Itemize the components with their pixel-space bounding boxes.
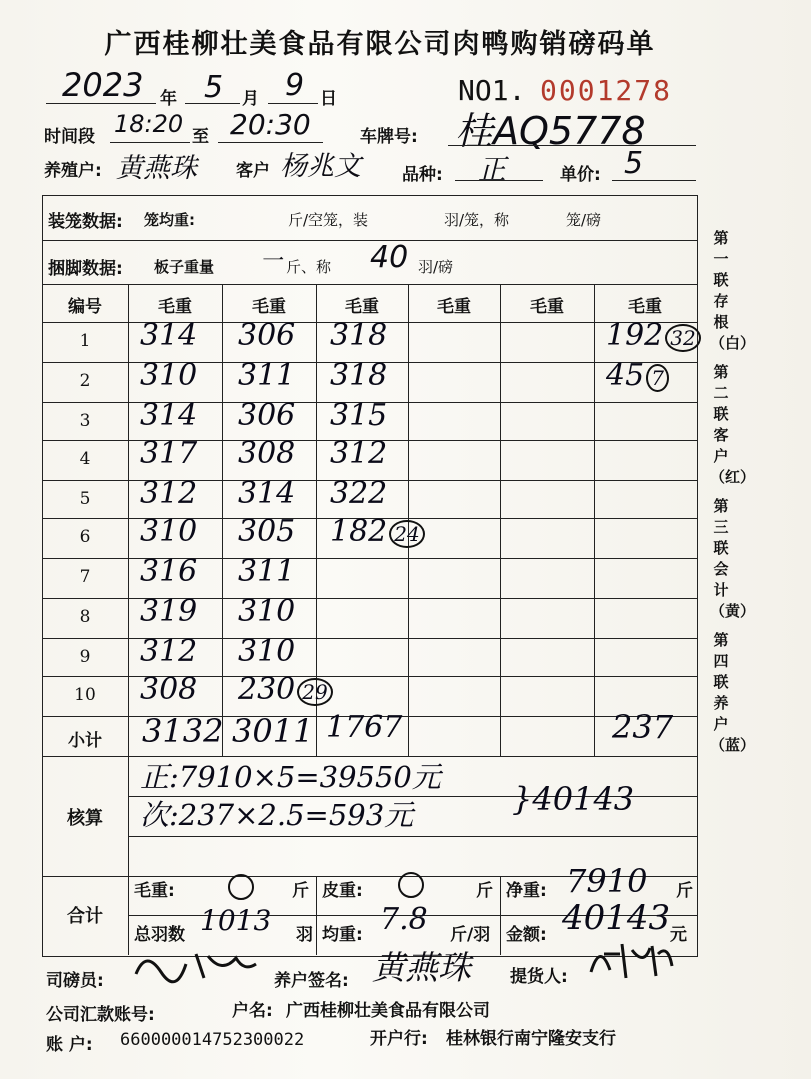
account-name-label: 户名: [232,1001,273,1021]
cell-value: 312 [140,634,198,669]
row-cell-c1 [140,554,197,589]
row-cell-c2 [238,672,333,707]
row-cell-c1 [140,398,197,433]
copy-labels [706,228,756,756]
tie-count-value: 40 [370,240,409,275]
rule [222,284,223,756]
time-to-label: 至 [192,127,209,147]
tie-board-value: 一 [260,249,283,274]
subtotal-col2: 3011 [232,712,314,750]
cell-value: 310 [140,358,198,393]
row-cell-c3 [330,514,425,549]
cell-value: 306 [238,318,296,353]
cell-value: 305 [238,514,296,549]
copy-label-4: 第四联养户（蓝） [710,631,756,754]
time-end: 20:30 [230,108,311,141]
count-label: 总羽数 [134,925,185,945]
tare-label: 皮重: [322,881,363,901]
row-number: 4 [79,449,91,469]
price-line [612,180,696,181]
circled-count: 7 [646,364,669,392]
cell-value: 308 [140,672,198,707]
time-label: 时间段 [44,127,95,147]
customer-value: 杨兆文 [280,151,361,182]
circled-count: 24 [389,520,424,548]
date-day-label: 日 [320,89,337,109]
gross-unit: 斤 [292,881,309,901]
date-day: 9 [285,68,305,103]
subtotal-col6: 237 [612,708,674,746]
row-cell-c6 [606,358,669,393]
copy-label-2: 第二联客户（红） [710,363,756,486]
date-year-line [46,103,156,104]
row-number: 2 [79,371,91,391]
row-cell-c2 [238,358,295,393]
row-cell-c1 [140,436,197,471]
weigher-label: 司磅员: [46,971,104,991]
price-label: 单价: [560,165,601,185]
row-cell-c1 [140,594,197,629]
weigher-signature [126,944,276,984]
cell-value: 312 [140,476,198,511]
row-number: 8 [79,607,91,627]
account-name: 广西桂柳壮美食品有限公司 [286,1001,490,1021]
header-gross-6: 毛重 [628,297,662,317]
cell-value: 311 [238,554,296,589]
date-year: 2023 [62,66,144,104]
cage-text3: 羽/笼，称 [444,211,510,229]
farmer-label: 养殖户: [44,161,102,181]
row-number: 7 [79,567,91,587]
rule [128,284,129,955]
row-cell-c3 [330,398,387,433]
cell-value: 306 [238,398,296,433]
tie-text2: 斤、称 [286,258,332,276]
row-number: 1 [79,331,91,351]
cage-avg-label: 笼均重: [144,211,195,229]
total-label: 合计 [67,906,103,927]
row-cell-c2 [238,634,295,669]
account-label: 公司汇款账号: [46,1005,155,1025]
pickup-label: 提货人: [510,967,568,987]
cell-value: 310 [238,594,296,629]
row-cell-c2 [238,594,295,629]
form-number: 0001278 [540,74,673,107]
date-month-label: 月 [242,89,259,109]
row-cell-c2 [238,476,295,511]
cell-value: 45 [606,358,645,393]
tie-board-label: 板子重量 [154,258,215,276]
cage-data-label: 装笼数据: [48,212,123,232]
rule [128,836,698,837]
tare-unit: 斤 [476,881,493,901]
calc-line-1: 正:7910×5=39550元 [140,760,441,794]
row-cell-c1 [140,672,197,707]
plate-label: 车牌号: [360,127,418,147]
row-cell-c1 [140,318,197,353]
tie-data-label: 捆脚数据: [48,259,123,279]
cell-value: 312 [330,436,388,471]
net-value: 7910 [566,862,648,900]
header-gross-2: 毛重 [252,297,286,317]
cell-value: 315 [330,398,388,433]
time-end-line [218,142,323,143]
cell-value: 314 [238,476,296,511]
header-gross-5: 毛重 [530,297,564,317]
cage-text4: 笼/磅 [566,211,602,229]
row-number: 9 [79,647,91,667]
row-cell-c1 [140,358,197,393]
cell-value: 316 [140,554,198,589]
tare-empty-mark [398,872,424,898]
tie-text3: 羽/磅 [418,258,454,276]
amount-value: 40143 [562,898,671,938]
rule [500,284,501,756]
cell-value: 318 [330,358,388,393]
net-label: 净重: [506,881,547,901]
cell-value: 310 [140,514,198,549]
gross-label: 毛重: [134,881,175,901]
account-no-label: 账 户: [46,1035,93,1055]
row-cell-c2 [238,514,295,549]
rule [594,284,595,756]
count-value: 1013 [200,904,272,937]
pickup-signature [586,936,676,984]
row-number: 10 [74,685,96,705]
row-cell-c2 [238,318,295,353]
copy-label-3: 第三联会计（黄） [710,497,756,620]
row-cell-c1 [140,634,197,669]
farmer-value: 黄燕珠 [116,153,197,184]
cell-value: 314 [140,318,198,353]
form-title: 广西桂柳壮美食品有限公司肉鸭购销磅码单 [104,29,656,60]
row-cell-c1 [140,514,197,549]
row-cell-c6 [606,318,701,353]
date-month-line [185,103,240,104]
time-start: 18:20 [114,110,184,138]
header-gross-3: 毛重 [345,297,379,317]
farmer-sign-label: 养户签名: [274,971,349,991]
cell-value: 317 [140,436,198,471]
avg-label: 均重: [322,925,363,945]
form-number-prefix: NO1. [458,74,526,107]
net-unit: 斤 [676,881,693,901]
cell-value: 308 [238,436,296,471]
variety-value: 正 [478,153,507,186]
row-number: 6 [79,527,91,547]
subtotal-col1: 3132 [142,712,224,750]
price-value: 5 [624,146,644,181]
plate-line [448,145,696,146]
cell-value: 319 [140,594,198,629]
farmer-signature: 黄燕珠 [372,948,471,987]
row-cell-c2 [238,436,295,471]
row-cell-c3 [330,318,387,353]
variety-label: 品种: [402,165,443,185]
rule [42,284,698,285]
cell-value: 322 [330,476,388,511]
plate-value: 桂AQ5778 [455,109,646,153]
amount-label: 金额: [506,925,547,945]
row-cell-c1 [140,476,197,511]
avg-unit: 斤/羽 [450,925,491,945]
row-cell-c3 [330,358,387,393]
bank-name: 桂林银行南宁隆安支行 [446,1029,616,1049]
date-year-label: 年 [160,89,177,109]
cell-value: 230 [238,672,296,707]
calc-label: 核算 [67,808,103,829]
row-number: 3 [79,411,91,431]
rule [316,876,317,955]
row-number: 5 [79,489,91,509]
date-month: 5 [204,70,224,105]
circled-count: 32 [665,324,700,352]
count-unit: 羽 [296,925,313,945]
row-cell-c2 [238,398,295,433]
account-no: 660000014752300022 [120,1030,305,1050]
row-cell-c3 [330,476,387,511]
cell-value: 314 [140,398,198,433]
row-cell-c2 [238,554,295,589]
subtotal-label: 小计 [68,731,102,751]
cell-value: 311 [238,358,296,393]
avg-value: 7.8 [380,902,428,937]
cell-value: 182 [330,514,388,549]
copy-label-1: 第一联存根（白） [710,229,756,352]
time-start-line [110,142,190,143]
gross-empty-mark [228,874,254,900]
cell-value: 318 [330,318,388,353]
row-cell-c3 [330,436,387,471]
date-day-line [268,103,318,104]
calc-line-2: 次:237×2.5=593元 [140,798,414,832]
subtotal-col3: 1767 [326,710,403,745]
cell-value: 310 [238,634,296,669]
circled-count: 29 [297,678,332,706]
cell-value: 192 [606,318,664,353]
amount-unit: 元 [670,925,687,945]
rule [500,876,501,955]
cage-text2: 斤/空笼，装 [288,211,369,229]
customer-label: 客户 [236,161,270,181]
header-gross-1: 毛重 [158,297,192,317]
calc-sum: }40143 [512,780,635,818]
header-no: 编号 [68,297,102,317]
header-gross-4: 毛重 [437,297,471,317]
bank-label: 开户行: [370,1029,428,1049]
variety-line [455,180,543,181]
